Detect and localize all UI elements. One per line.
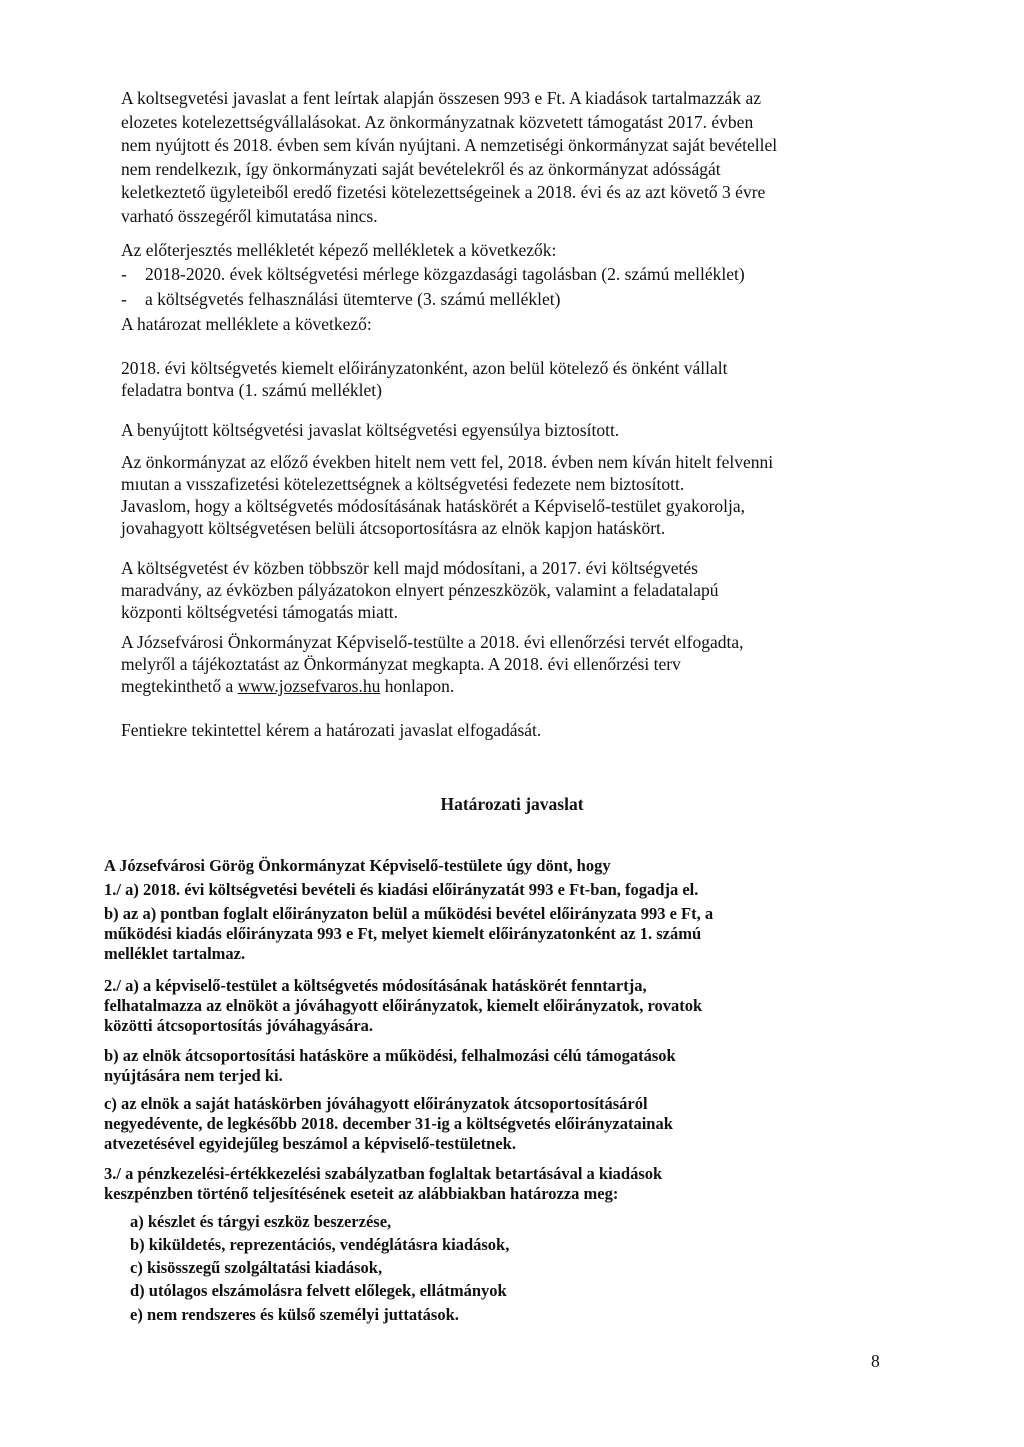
- text-line: keszpénzben történő teljesítésének eseteit az alábbiakban határozza meg:: [104, 1184, 619, 1203]
- resolution-item-2a: [104, 976, 894, 1036]
- text-line: b) az elnök átcsoportosítási hatásköre a működési, felhalmozási célú támogatások: [104, 1046, 676, 1065]
- text-line: nem nyújtott és 2018. évben sem kíván nyújtani. A nemzetiségi önkormányzat saját bevétellel: [121, 135, 778, 155]
- text-line: b) az a) pontban foglalt előirányzaton belül a működési bevétel előirányzata 993 e Ft, a: [104, 904, 714, 923]
- text-line: [121, 675, 901, 697]
- text-line: A koltsegvetési javaslat a fent leírtak alapján összesen 993 e Ft. A kiadások tartalmazzák az: [121, 88, 761, 108]
- audit-plan-paragraph: [121, 631, 901, 697]
- text-line: negyedévente, de legkésőbb 2018. december 31-ig a költségvetés előirányzatainak: [104, 1114, 673, 1133]
- text-line: mıutan a vısszafizetési kötelezettségnek a költségvetési fedezete nem biztosított.: [121, 474, 685, 494]
- text-line: elozetes kotelezettségvállalásokat. Az önkormányzatnak közvetett támogatást 2017. évben: [121, 111, 754, 132]
- website-link[interactable]: www.jozsefvaros.hu: [237, 676, 381, 696]
- balance-paragraph: A benyújtott költségvetési javaslat költségvetési egyensúlya biztosított.: [121, 420, 620, 440]
- budget-summary-paragraph: [121, 87, 901, 228]
- resolution-item-2c: [104, 1094, 894, 1154]
- annex-list-item: [121, 263, 745, 285]
- annex-list-item-text: 2018-2020. évek költségvetési mérlege közgazdasági tagolásban (2. számú melléklet): [145, 264, 745, 284]
- closing-paragraph: Fentiekre tekintettel kérem a határozati javaslat elfogadását.: [121, 720, 542, 740]
- annex-list-item: [121, 288, 560, 310]
- page-number: 8: [871, 1351, 880, 1371]
- text-line: melyről a tájékoztatást az Önkormányzat megkapta. A 2018. évi ellenőrzési terv: [121, 654, 681, 674]
- text-line: atvezetésével egyidejűleg beszámol a képviselő-testületnek.: [104, 1134, 516, 1153]
- text-line: Az önkormányzat az előző években hitelt nem vett fel, 2018. évben nem kíván hitelt felvenni: [121, 452, 774, 472]
- resolution-item-2b: [104, 1046, 894, 1086]
- annex-list-item-text: a költségvetés felhasználási ütemterve (3. számú melléklet): [145, 289, 561, 309]
- text-line: keletkeztető ügyleteiből eredő fizetési kötelezettségeinek a 2018. évi és az azt követő 3 évre: [121, 182, 766, 202]
- text-line: 3./ a pénzkezelési-értékkezelési szabályzatban foglaltak betartásával a kiadások: [104, 1164, 663, 1183]
- dash-bullet: -: [121, 289, 127, 309]
- text-line: nyújtására nem terjed ki.: [104, 1066, 283, 1085]
- resolution-intro: A Józsefvárosi Görög Önkormányzat Képviselő-testülete úgy dönt, hogy: [104, 856, 611, 875]
- text-line: közötti átcsoportosítás jóváhagyására.: [104, 1016, 374, 1035]
- text-line: A költségvetést év közben többször kell majd módosítani, a 2017. évi költségvetés: [121, 558, 698, 578]
- modification-paragraph: [121, 557, 901, 623]
- resolution-annex-intro: A határozat melléklete a következő:: [121, 314, 372, 334]
- text-line: nem rendelkezık, így önkormányzati saját bevételekről és az önkormányzat adósságát: [121, 158, 721, 179]
- annex-intro: Az előterjesztés mellékletét képező mellékletek a következők:: [121, 240, 557, 260]
- text-line: működési kiadás előirányzata 993 e Ft, melyet kiemelt előirányzatonként az 1. számú: [104, 924, 702, 943]
- expense-list-item: c) kisösszegű szolgáltatási kiadások,: [130, 1258, 383, 1277]
- resolution-item-1a: 1./ a) 2018. évi költségvetési bevételi és kiadási előirányzatát 993 e Ft-ban, fogadja el.: [104, 880, 699, 899]
- text-line: c) az elnök a saját hatáskörben jóváhagyott előirányzatok átcsoportosításáról: [104, 1094, 648, 1113]
- text-line: A Józsefvárosi Önkormányzat Képviselő-testülte a 2018. évi ellenőrzési tervét elfogadta,: [121, 632, 744, 652]
- text-line: központi költségvetési támogatás miatt.: [121, 602, 399, 622]
- text-fragment: honlapon.: [380, 676, 455, 696]
- expense-list-item: d) utólagos elszámolásra felvett előlegek, ellátmányok: [130, 1281, 507, 1300]
- text-line: 2018. évi költségvetés kiemelt előirányzatonként, azon belül kötelező és önként vállalt: [121, 358, 728, 378]
- resolution-heading: Határozati javaslat: [440, 794, 584, 814]
- text-line: melléklet tartalmaz.: [104, 944, 246, 963]
- text-line: varható összegéről kimutatása nincs.: [121, 205, 378, 226]
- text-line: felhatalmazza az elnököt a jóváhagyott előirányzatok, kiemelt előirányzatok, rovatok: [104, 996, 703, 1015]
- text-line: jovahagyott költségvetésen belüli átcsoportosításra az elnök kapjon hatáskört.: [121, 518, 666, 538]
- expense-list-item: e) nem rendszeres és külső személyi juttatások.: [130, 1305, 459, 1324]
- expense-list-item: b) kiküldetés, reprezentációs, vendéglátásra kiadások,: [130, 1235, 510, 1254]
- text-line: feladatra bontva (1. számú melléklet): [121, 380, 382, 400]
- text-fragment: megtekinthető a: [121, 676, 238, 696]
- resolution-item-1b: [104, 904, 894, 964]
- dash-bullet: -: [121, 264, 127, 284]
- resolution-item-3: [104, 1164, 894, 1204]
- text-line: 2./ a) a képviselő-testület a költségvetés módosításának hatáskörét fenntartja,: [104, 976, 647, 995]
- annex-1-paragraph: [121, 357, 901, 401]
- text-line: maradvány, az évközben pályázatokon elnyert pénzeszközök, valamint a feladatalapú: [121, 580, 719, 600]
- credit-paragraph: [121, 451, 901, 539]
- text-line: Javaslom, hogy a költségvetés módosításának hatáskörét a Képviselő-testület gyakorolja,: [121, 496, 746, 516]
- expense-list-item: a) készlet és tárgyi eszköz beszerzése,: [130, 1212, 392, 1231]
